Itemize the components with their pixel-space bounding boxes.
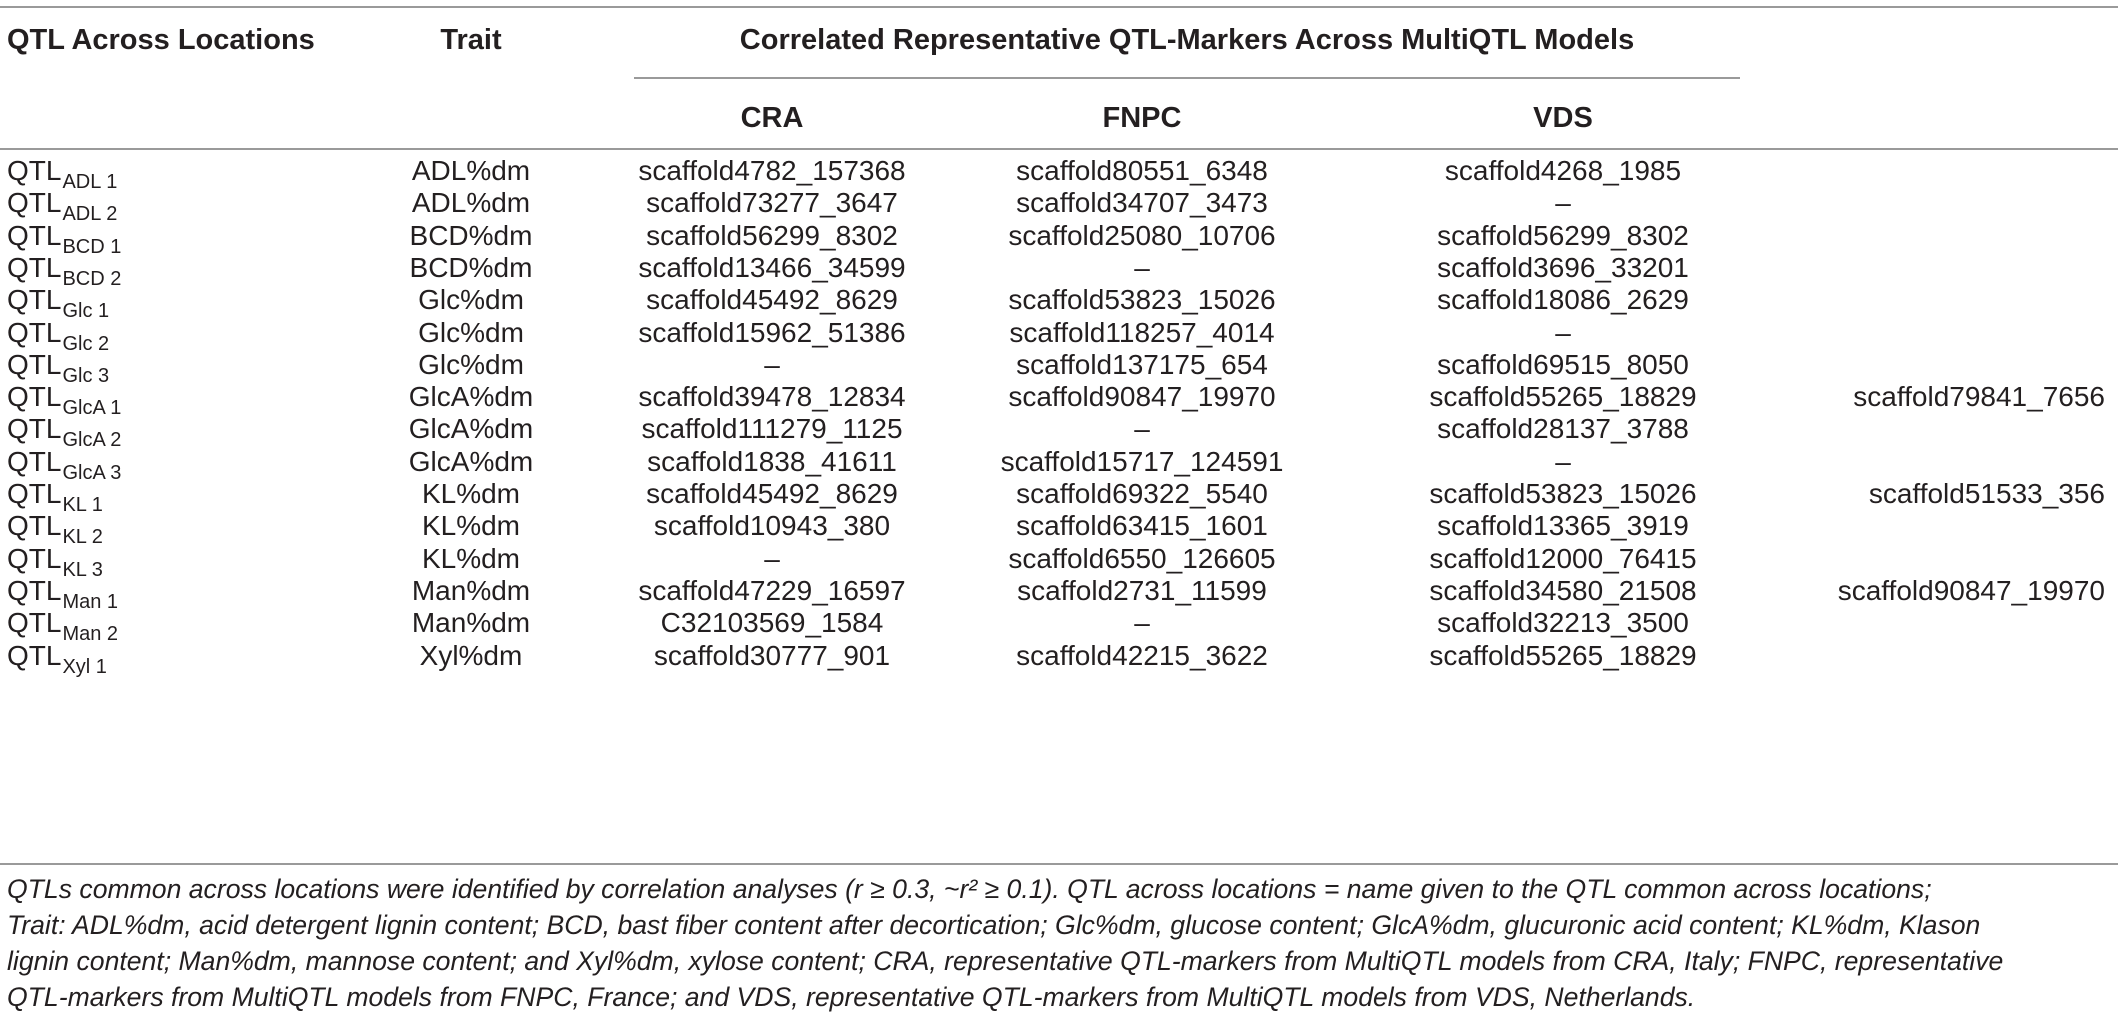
cell-cra-marker: scaffold30777_901: [653, 639, 891, 671]
qtl-prefix: QTL: [7, 607, 62, 639]
cell-cra-marker: scaffold56299_8302: [646, 219, 898, 251]
header-correlated-markers: Correlated Representative QTL-Markers Across MultiQTL Models: [739, 24, 1635, 56]
qtl-subscript: GlcA 2: [62, 429, 122, 452]
cell-cra-marker: scaffold45492_8629: [646, 478, 898, 509]
footnote-line: QTLs common across locations were identified by correlation analyses (r ≥ 0.3, ~r² ≥ 0.1). QTL across locations = name given to the QTL common across locations;: [7, 874, 1932, 904]
cell-fnpc-marker: scaffold69322_5540: [1016, 478, 1268, 509]
cell-trait: KL%dm: [421, 542, 521, 574]
qtl-subscript: Man 1: [62, 590, 119, 613]
qtl-prefix: QTL: [7, 251, 62, 283]
cell-fnpc-marker: scaffold118257_4014: [1009, 316, 1275, 348]
cell-vds-marker: scaffold18086_2629: [1437, 284, 1689, 316]
cell-fnpc-marker: scaffold15717_124591: [1000, 445, 1284, 477]
cell-fnpc-marker: –: [1134, 251, 1150, 283]
qtl-prefix: QTL: [7, 478, 62, 509]
qtl-prefix: QTL: [7, 284, 62, 316]
cell-trait: ADL%dm: [411, 155, 531, 186]
qtl-prefix: QTL: [7, 348, 62, 380]
cell-cra-marker: scaffold1838_41611: [647, 445, 897, 477]
cell-cra-marker: –: [764, 348, 780, 380]
cell-trait: Glc%dm: [418, 316, 524, 348]
cell-trait: Man%dm: [411, 607, 531, 639]
cell-fnpc-marker: –: [1134, 607, 1150, 639]
cell-trait: GlcA%dm: [408, 413, 534, 445]
cell-trait: BCD%dm: [409, 251, 533, 283]
cell-qtl-name: [7, 634, 107, 681]
cell-trait: KL%dm: [421, 478, 521, 509]
cell-additional-marker: scaffold90847_19970: [1837, 574, 2105, 606]
cell-cra-marker: scaffold13466_34599: [638, 251, 906, 283]
cell-vds-marker: scaffold55265_18829: [1429, 381, 1697, 413]
cell-trait: KL%dm: [421, 510, 521, 542]
qtl-subscript: KL 2: [62, 526, 103, 549]
cell-vds-marker: –: [1555, 316, 1571, 348]
cell-vds-marker: scaffold32213_3500: [1437, 607, 1689, 639]
cell-vds-marker: scaffold53823_15026: [1429, 478, 1697, 509]
cell-trait: GlcA%dm: [408, 445, 534, 477]
cell-cra-marker: scaffold15962_51386: [638, 316, 906, 348]
qtl-prefix: QTL: [7, 155, 62, 186]
cell-trait: Xyl%dm: [419, 639, 523, 671]
qtl-subscript: BCD 2: [62, 267, 122, 290]
footnote-line: Trait: ADL%dm, acid detergent lignin content; BCD, bast fiber content after decortication; Glc%dm, glucose content; GlcA%dm, glucuronic acid content; KL%dm, Klason: [7, 910, 1981, 940]
cell-fnpc-marker: scaffold90847_19970: [1008, 381, 1276, 413]
cell-fnpc-marker: scaffold6550_126605: [1008, 542, 1276, 574]
cell-vds-marker: –: [1555, 187, 1571, 219]
footnote-line: lignin content; Man%dm, mannose content; and Xyl%dm, xylose content; CRA, representative QTL-markers from MultiQTL models from CRA, Italy; FNPC, representative: [7, 946, 2004, 976]
cell-vds-marker: scaffold13365_3919: [1437, 510, 1689, 542]
cell-vds-marker: scaffold69515_8050: [1437, 348, 1689, 380]
header-vds: VDS: [1533, 102, 1593, 134]
cell-trait: ADL%dm: [411, 187, 531, 219]
header-trait: Trait: [440, 24, 502, 56]
qtl-subscript: Glc 2: [62, 332, 110, 355]
cell-cra-marker: scaffold4782_157368: [638, 155, 906, 186]
qtl-subscript: KL 1: [62, 494, 103, 516]
header-span-rule: [634, 77, 1740, 79]
cell-cra-marker: scaffold111279_1125: [641, 413, 903, 445]
qtl-prefix: QTL: [7, 445, 62, 477]
table-footnote: [7, 871, 2111, 1015]
qtl-subscript: Glc 1: [62, 300, 110, 323]
cell-fnpc-marker: scaffold137175_654: [1016, 348, 1268, 380]
qtl-prefix: QTL: [7, 639, 62, 671]
cell-trait: Glc%dm: [418, 348, 524, 380]
cell-trait: Glc%dm: [418, 284, 524, 316]
qtl-subscript: GlcA 1: [62, 397, 122, 420]
cell-fnpc-marker: scaffold80551_6348: [1016, 155, 1268, 186]
qtl-subscript: BCD 1: [62, 235, 122, 258]
qtl-prefix: QTL: [7, 542, 62, 574]
cell-cra-marker: scaffold39478_12834: [638, 381, 906, 413]
cell-vds-marker: scaffold28137_3788: [1437, 413, 1689, 445]
cell-cra-marker: scaffold45492_8629: [646, 284, 898, 316]
cell-cra-marker: –: [764, 542, 780, 574]
cell-trait: GlcA%dm: [408, 381, 534, 413]
cell-vds-marker: scaffold34580_21508: [1429, 574, 1697, 606]
cell-fnpc-marker: scaffold53823_15026: [1008, 284, 1276, 316]
cell-fnpc-marker: scaffold42215_3622: [1016, 639, 1268, 671]
table-bottom-rule: [0, 863, 2118, 865]
cell-vds-marker: –: [1555, 445, 1571, 477]
cell-vds-marker: scaffold4268_1985: [1444, 155, 1682, 186]
qtl-subscript: Man 2: [62, 623, 119, 646]
qtl-subscript: ADL 1: [62, 171, 118, 193]
cell-fnpc-marker: scaffold63415_1601: [1016, 510, 1268, 542]
qtl-subscript: KL 3: [62, 558, 103, 581]
cell-additional-marker: scaffold51533_356: [1868, 478, 2105, 509]
cell-trait: Man%dm: [411, 574, 531, 606]
cell-fnpc-marker: scaffold2731_11599: [1017, 574, 1267, 606]
cell-cra-marker: scaffold73277_3647: [646, 187, 898, 219]
qtl-prefix: QTL: [7, 187, 62, 219]
qtl-subscript: GlcA 3: [62, 461, 122, 484]
cell-vds-marker: scaffold56299_8302: [1437, 219, 1689, 251]
cell-vds-marker: scaffold12000_76415: [1429, 542, 1697, 574]
header-fnpc: FNPC: [1102, 102, 1182, 134]
qtl-prefix: QTL: [7, 316, 62, 348]
cell-vds-marker: scaffold3696_33201: [1437, 251, 1689, 283]
qtl-subscript: Xyl 1: [62, 655, 107, 678]
header-qtl-across-locations: QTL Across Locations: [7, 24, 315, 56]
header-cra: CRA: [740, 102, 804, 134]
cell-cra-marker: scaffold10943_380: [653, 510, 891, 542]
qtl-prefix: QTL: [7, 381, 62, 413]
cell-fnpc-marker: –: [1134, 413, 1150, 445]
cell-fnpc-marker: scaffold25080_10706: [1008, 219, 1276, 251]
table-row: [0, 634, 2118, 677]
cell-trait: BCD%dm: [409, 219, 533, 251]
cell-vds-marker: scaffold55265_18829: [1429, 639, 1697, 671]
table-top-rule: [0, 6, 2118, 8]
footnote-line: QTL-markers from MultiQTL models from FNPC, France; and VDS, representative QTL-markers from MultiQTL models from VDS, Netherlands.: [7, 982, 1696, 1012]
cell-cra-marker: scaffold47229_16597: [638, 574, 906, 606]
qtl-prefix: QTL: [7, 574, 62, 606]
cell-fnpc-marker: scaffold34707_3473: [1016, 187, 1268, 219]
cell-cra-marker: C32103569_1584: [660, 607, 884, 639]
qtl-subscript: ADL 2: [62, 203, 118, 226]
cell-additional-marker: scaffold79841_7656: [1853, 381, 2105, 413]
qtl-prefix: QTL: [7, 219, 62, 251]
qtl-prefix: QTL: [7, 413, 62, 445]
qtl-subscript: Glc 3: [62, 364, 110, 387]
qtl-prefix: QTL: [7, 510, 62, 542]
